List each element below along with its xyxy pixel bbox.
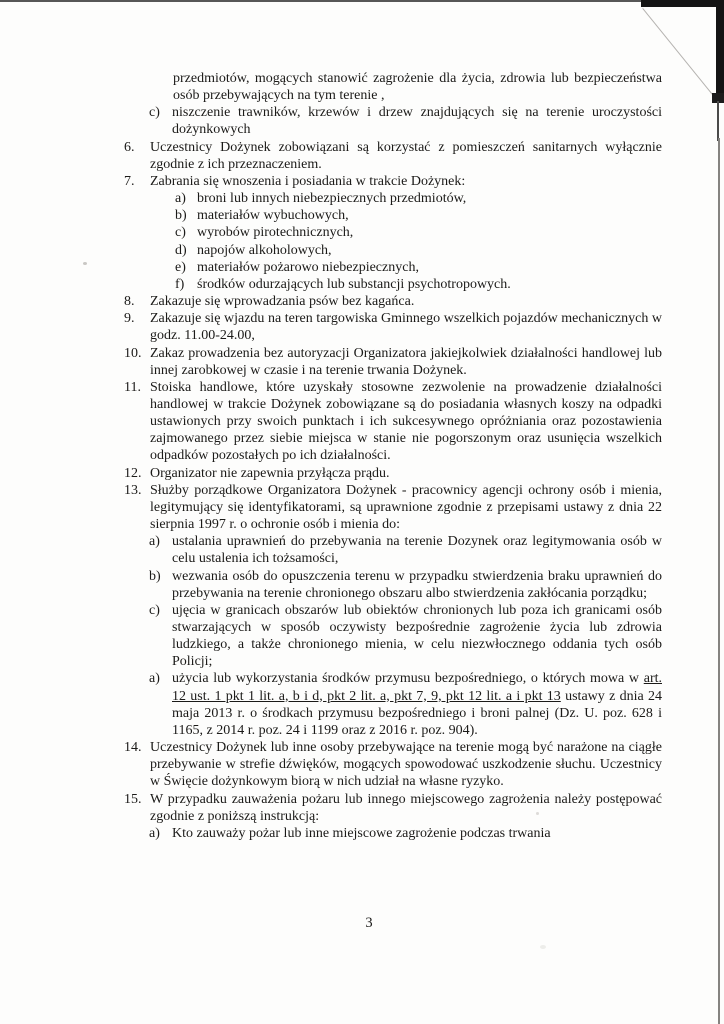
item-label: c) bbox=[175, 225, 186, 241]
item-text: Zakazuje się wjazdu na teren targowiska Gminnego wszelkich pojazdów mechanicznych w godz. 11.00-24.00, bbox=[150, 311, 662, 344]
list-item bbox=[0, 670, 724, 739]
item-text: niszczenie trawników, krzewów i drzew znajdujących się na terenie uroczystości dożynkowych bbox=[172, 105, 662, 138]
scan-top-edge-line bbox=[0, 0, 724, 2]
item-label: d) bbox=[175, 242, 187, 258]
document-body bbox=[0, 70, 724, 842]
item-label: e) bbox=[175, 259, 186, 275]
item-text: wyrobów pirotechnicznych, bbox=[197, 225, 354, 241]
list-item bbox=[0, 310, 724, 344]
list-item bbox=[0, 739, 724, 790]
list-item bbox=[0, 173, 724, 190]
item-text: środków odurzających lub substancji psychotropowych. bbox=[197, 276, 511, 292]
list-item bbox=[0, 602, 724, 671]
item-label: 6. bbox=[124, 139, 135, 155]
item-label: 12. bbox=[124, 465, 142, 481]
item-label: c) bbox=[149, 602, 160, 618]
item-text: broni lub innych niebezpiecznych przedmiotów, bbox=[197, 191, 467, 207]
item-text: Zabrania się wnoszenia i posiadania w trakcie Dożynek: bbox=[150, 173, 466, 189]
item-label: 9. bbox=[124, 311, 135, 327]
list-item bbox=[0, 533, 724, 567]
legal-reference-underlined: art. 12 ust. 1 pkt 1 lit. a, b i d, pkt 2 lit. a, pkt 7, 9, pkt 12 lit. a i pkt 13 bbox=[172, 671, 662, 704]
text-segment: użycia lub wykorzystania środków przymusu bezpośredniego, o których mowa w bbox=[172, 671, 644, 687]
item-text: Stoiska handlowe, które uzyskały stosowne zezwolenie na prowadzenie działalności handlowej w trakcie Dożynek zobowiązane są do posiadania własnych koszy na odpadki ustawionych przy swoich punktach i ich sukcesywnego opróżniania oraz pozostawienia zajmowanego przez siebie miejsca w stanie nie pogorszonym oraz usunięcia wszelkich odpadków pozostałych po ich działalności. bbox=[150, 379, 662, 464]
item-text: materiałów pożarowo niebezpiecznych, bbox=[197, 259, 419, 275]
item-text: Kto zauważy pożar lub inne miejscowe zagrożenie podczas trwania bbox=[172, 825, 551, 841]
item-label: 11. bbox=[124, 379, 141, 395]
item-label: 13. bbox=[124, 482, 142, 498]
item-label: b) bbox=[149, 568, 161, 584]
item-text: materiałów wybuchowych, bbox=[197, 208, 349, 224]
list-item bbox=[0, 345, 724, 379]
list-item bbox=[0, 568, 724, 602]
list-item bbox=[0, 293, 724, 310]
item-text bbox=[172, 671, 662, 737]
item-label: a) bbox=[149, 671, 160, 687]
item-text: Zakaz prowadzenia bez autoryzacji Organizatora jakiejkolwiek działalności handlowej lub innej zarobkowej w czasie i na terenie trwania Dożynek. bbox=[150, 345, 662, 378]
item-label: a) bbox=[149, 534, 160, 550]
item-text: wezwania osób do opuszczenia terenu w przypadku stwierdzenia braku uprawnień do przebywania na terenie chronionego obszaru albo stwierdzenia zakłócania porządku; bbox=[172, 568, 662, 601]
item-text: ustalania uprawnień do przebywania na terenie Dozynek oraz legitymowania osób w celu ustalenia ich tożsamości, bbox=[172, 534, 662, 567]
item-text: W przypadku zauważenia pożaru lub innego miejscowego zagrożenia należy postępować zgodnie z poniższą instrukcją: bbox=[150, 791, 662, 824]
item-label: b) bbox=[175, 208, 187, 224]
page-number: 3 bbox=[365, 915, 373, 931]
item-label: a) bbox=[149, 825, 160, 841]
list-item bbox=[0, 465, 724, 482]
list-item bbox=[0, 825, 724, 842]
item-text: napojów alkoholowych, bbox=[197, 242, 332, 258]
item-label: 10. bbox=[124, 345, 142, 361]
list-item bbox=[0, 482, 724, 533]
list-item bbox=[0, 259, 724, 276]
item-label: 14. bbox=[124, 740, 142, 756]
item-label: a) bbox=[175, 191, 186, 207]
item-text: Zakazuje się wprowadzania psów bez kagańca. bbox=[150, 294, 415, 310]
item-label: 8. bbox=[124, 294, 135, 310]
text-segment: ustawy z dnia 24 maja 2013 r. o środkach przymusu bezpośredniego i broni palnej (Dz. U. poz. 628 i 1165, z 2014 r. poz. 24 i 1199 oraz z 2016 r. poz. 904). bbox=[172, 688, 663, 738]
list-item bbox=[0, 379, 724, 465]
paragraph-continuation bbox=[0, 70, 724, 104]
item-text: przedmiotów, mogących stanowić zagrożenie dla życia, zdrowia lub bezpieczeństwa osób przebywających na tym terenie , bbox=[173, 71, 662, 104]
scan-corner-band-top bbox=[641, 0, 724, 7]
item-text: Służby porządkowe Organizatora Dożynek - pracownicy agencji ochrony osób i mienia, legitymujący się identyfikatorami, są uprawnione zgodnie z przepisami ustawy z dnia 22 sierpnia 1997 r. o ochronie osób i mienia do: bbox=[150, 482, 662, 533]
item-text: Organizator nie zapewnia przyłącza prądu. bbox=[150, 465, 390, 481]
list-item bbox=[0, 190, 724, 207]
list-item bbox=[0, 224, 724, 241]
item-text: ujęcia w granicach obszarów lub obiektów chronionych lub poza ich granicami osób stwarzających w sposób oczywisty bezpośrednie zagrożenie życia lub zdrowia ludzkiego, a także chronionego mienia, w celu niezwłocznego oddania tych osób Policji; bbox=[172, 602, 662, 670]
list-item bbox=[0, 207, 724, 224]
list-item bbox=[0, 242, 724, 259]
item-label: f) bbox=[175, 276, 185, 292]
item-label: c) bbox=[149, 105, 160, 121]
list-item bbox=[0, 104, 724, 138]
list-item bbox=[0, 139, 724, 173]
list-item bbox=[0, 791, 724, 825]
scan-speck bbox=[540, 945, 546, 949]
item-text: Uczestnicy Dożynek lub inne osoby przebywające na terenie mogą być narażone na ciągłe przebywanie w strefie dźwięków, mogących spowodować uszkodzenie słuchu. Uczestnicy w Święcie dożynkowym biorą w nich udział na własne ryzyko. bbox=[150, 740, 662, 790]
list-item bbox=[0, 276, 724, 293]
item-text: Uczestnicy Dożynek zobowiązani są korzystać z pomieszczeń sanitarnych wyłącznie zgodnie z ich przeznaczeniem. bbox=[150, 139, 662, 172]
item-label: 15. bbox=[124, 791, 142, 807]
item-label: 7. bbox=[124, 173, 135, 189]
